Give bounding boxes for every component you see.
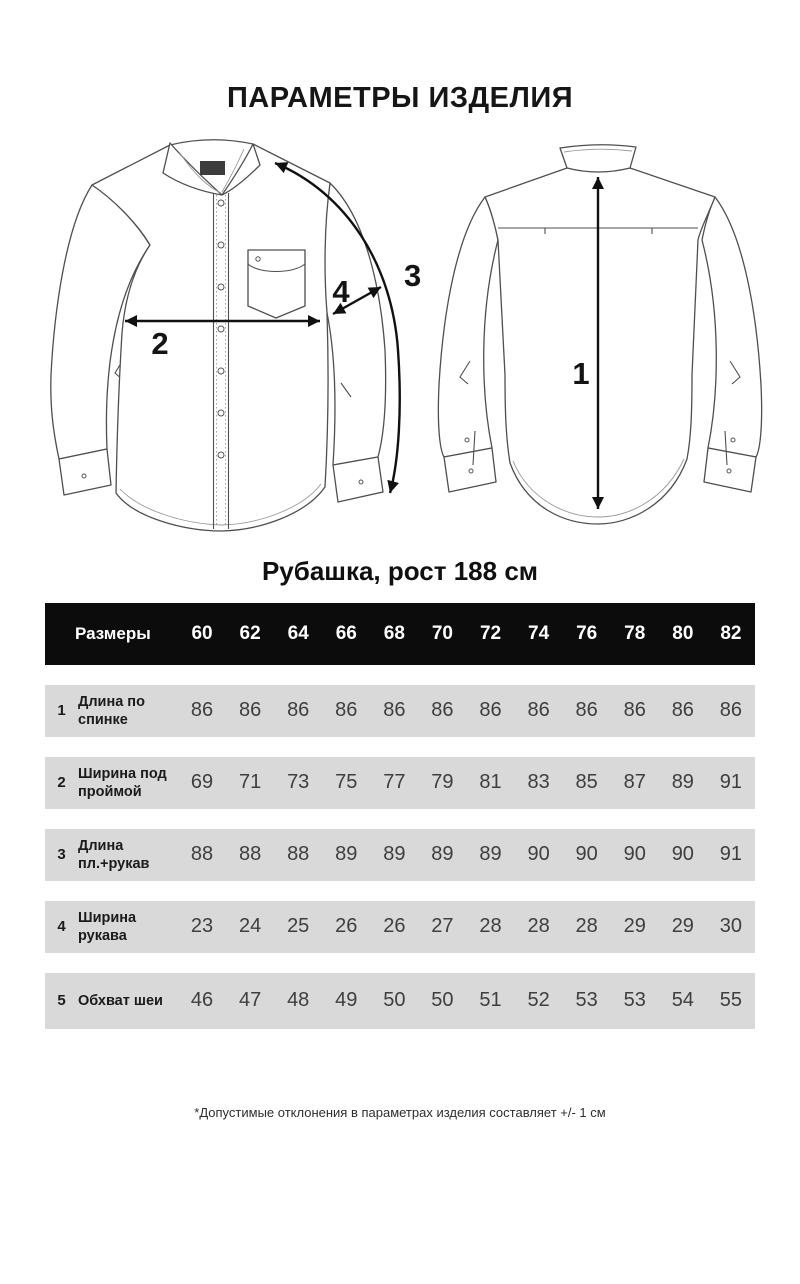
row-label: Ширина рукава xyxy=(78,909,137,944)
size-header-cell: 82 xyxy=(720,622,742,644)
size-header-cell: 72 xyxy=(479,622,502,644)
table-row xyxy=(45,973,755,1029)
size-value-cell: 86 xyxy=(383,699,406,722)
size-value-cell: 30 xyxy=(719,915,743,938)
size-header-cell: 80 xyxy=(672,622,694,644)
shirt-diagrams xyxy=(0,135,800,543)
size-value-cell: 23 xyxy=(190,915,214,938)
size-value-cell: 50 xyxy=(383,989,406,1012)
size-value-cell: 86 xyxy=(575,699,598,722)
size-value-cell: 86 xyxy=(431,699,454,722)
back-body xyxy=(485,168,715,524)
size-value-cell: 50 xyxy=(431,989,454,1012)
size-value-cell: 29 xyxy=(623,915,646,938)
back-left-sleeve xyxy=(438,197,498,492)
measure-label-3: 3 xyxy=(404,258,422,293)
size-value-cell: 79 xyxy=(431,771,454,794)
size-value-cell: 53 xyxy=(575,989,598,1012)
size-value-cell: 49 xyxy=(335,989,358,1012)
size-header-cell: 68 xyxy=(383,622,405,644)
product-subtitle: Рубашка, рост 188 см xyxy=(261,556,539,586)
size-value-cell: 28 xyxy=(479,915,502,938)
size-header-cell: 64 xyxy=(287,622,309,644)
row-label: Ширина под проймой xyxy=(78,765,167,800)
measure-label-4: 4 xyxy=(332,274,350,309)
size-value-cell: 77 xyxy=(383,771,406,794)
size-value-cell: 86 xyxy=(623,699,646,722)
row-number: 3 xyxy=(57,846,66,864)
size-value-cell: 48 xyxy=(287,989,310,1012)
size-value-cell: 86 xyxy=(479,699,502,722)
table-row xyxy=(45,829,755,881)
shirt-front-diagram xyxy=(45,135,430,540)
size-value-cell: 89 xyxy=(383,843,406,866)
size-value-cell: 75 xyxy=(335,771,358,794)
size-header-cell: 76 xyxy=(576,622,598,644)
size-value-cell: 26 xyxy=(335,915,358,938)
size-value-cell: 89 xyxy=(431,843,454,866)
size-value-cell: 86 xyxy=(287,699,310,722)
row-number: 2 xyxy=(57,774,66,792)
front-right-sleeve xyxy=(324,183,385,502)
size-table xyxy=(45,603,755,1029)
measure-label-2: 2 xyxy=(151,326,169,361)
front-pocket xyxy=(248,250,305,318)
size-value-cell: 86 xyxy=(190,699,214,722)
size-value-cell: 46 xyxy=(190,989,214,1012)
size-value-cell: 69 xyxy=(190,771,214,794)
size-value-cell: 90 xyxy=(575,843,598,866)
size-value-cell: 73 xyxy=(287,771,310,794)
table-row xyxy=(45,685,755,737)
back-right-sleeve xyxy=(702,197,762,492)
size-value-cell: 55 xyxy=(719,989,743,1012)
size-value-cell: 83 xyxy=(527,771,550,794)
size-value-cell: 24 xyxy=(238,915,262,938)
size-value-cell: 53 xyxy=(623,989,646,1012)
row-number: 5 xyxy=(57,992,66,1010)
size-value-cell: 28 xyxy=(527,915,550,938)
size-header-cell: 70 xyxy=(431,622,453,644)
front-body xyxy=(92,140,330,531)
size-value-cell: 54 xyxy=(671,989,694,1012)
size-value-cell: 90 xyxy=(671,843,694,866)
size-value-cell: 90 xyxy=(527,843,550,866)
row-label: Длина пл.+рукав xyxy=(78,837,150,872)
size-value-cell: 88 xyxy=(287,843,310,866)
size-value-cell: 86 xyxy=(527,699,550,722)
size-value-cell: 87 xyxy=(623,771,646,794)
row-number: 4 xyxy=(57,918,66,936)
row-label: Длина по спинке xyxy=(78,693,145,728)
row-number: 1 xyxy=(57,702,66,720)
shirt-back-diagram xyxy=(430,135,795,535)
page-title: ПАРАМЕТРЫ ИЗДЕЛИЯ xyxy=(226,82,574,114)
size-value-cell: 29 xyxy=(671,915,694,938)
table-row xyxy=(45,901,755,953)
size-header-cell: 66 xyxy=(335,622,357,644)
size-value-cell: 27 xyxy=(431,915,454,938)
sizes-header-label: Размеры xyxy=(75,623,151,643)
size-value-cell: 86 xyxy=(335,699,358,722)
size-value-cell: 85 xyxy=(575,771,598,794)
size-value-cell: 88 xyxy=(190,843,214,866)
size-value-cell: 86 xyxy=(238,699,262,722)
size-value-cell: 52 xyxy=(527,989,550,1012)
size-value-cell: 25 xyxy=(287,915,310,938)
collar-brand-tag xyxy=(200,161,225,175)
measure-label-1: 1 xyxy=(572,356,590,391)
size-value-cell: 51 xyxy=(479,989,502,1012)
size-value-cell: 86 xyxy=(719,699,743,722)
size-value-cell: 81 xyxy=(479,771,502,794)
size-value-cell: 88 xyxy=(238,843,262,866)
size-value-cell: 86 xyxy=(671,699,694,722)
size-value-cell: 89 xyxy=(335,843,358,866)
tolerance-footnote: *Допустимые отклонения в параметрах изделия составляет +/- 1 см xyxy=(194,1104,606,1120)
size-value-cell: 26 xyxy=(383,915,406,938)
row-label: Обхват шеи xyxy=(78,992,163,1009)
size-header-cell: 62 xyxy=(239,622,261,644)
size-value-cell: 91 xyxy=(719,843,743,866)
size-table-header xyxy=(45,603,755,665)
size-value-cell: 47 xyxy=(238,989,262,1012)
size-header-cell: 74 xyxy=(528,622,550,644)
size-value-cell: 89 xyxy=(671,771,694,794)
size-value-cell: 71 xyxy=(238,771,262,794)
size-value-cell: 90 xyxy=(623,843,646,866)
table-row xyxy=(45,757,755,809)
size-value-cell: 89 xyxy=(479,843,502,866)
back-collar xyxy=(560,145,636,172)
size-header-cell: 78 xyxy=(624,622,646,644)
size-value-cell: 91 xyxy=(719,771,743,794)
size-value-cell: 28 xyxy=(575,915,598,938)
size-header-cell: 60 xyxy=(191,622,213,644)
